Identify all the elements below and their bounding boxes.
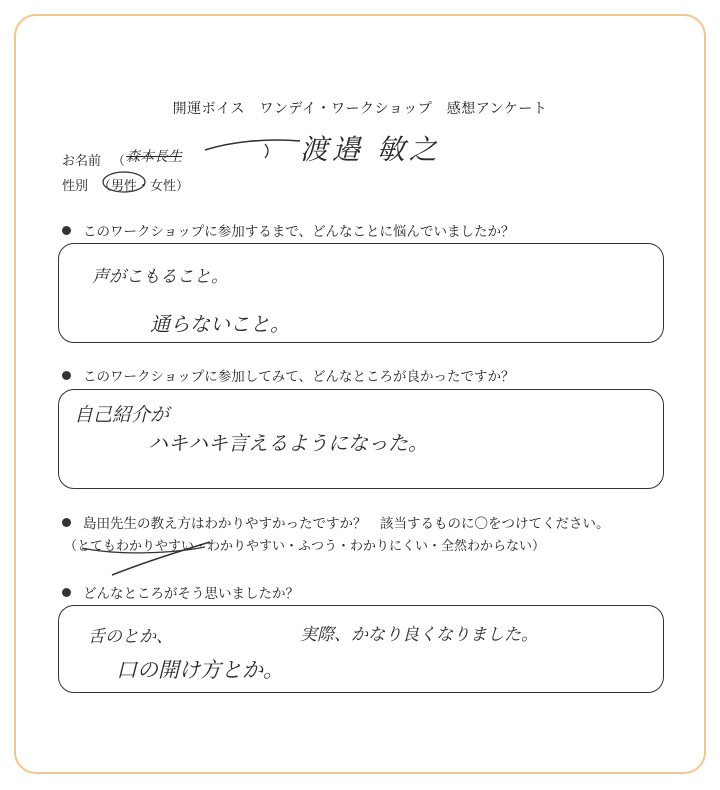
answer-1-line-1: 声がこもること。 [92, 267, 228, 287]
name-label: お名前 [62, 154, 102, 169]
handwritten-name: 渡邉 敏之 [300, 133, 441, 166]
answer-2-line-1: 自己紹介が [74, 404, 170, 426]
rating-selection-underline [82, 547, 205, 553]
gender-label: 性別 [62, 179, 89, 194]
survey-title: 開運ボイス ワンデイ・ワークショップ 感想アンケート [172, 101, 548, 117]
question-4-text: どんなところがそう思いましたか？ [83, 586, 299, 602]
question-2-text: このワークショップに参加してみて、どんなところが良かったですか？ [83, 369, 515, 385]
name-open-paren: （ [112, 154, 126, 169]
gender-selection-circle [103, 172, 145, 192]
name-close-paren-stroke [265, 144, 268, 158]
answer-1-line-2: 通らないこと。 [150, 312, 290, 336]
answer-2-line-2: ハキハキ言えるようになった。 [148, 431, 428, 455]
question-3-text: 島田先生の教え方はわかりやすかったですか？ 該当するものに〇をつけてください。 [83, 516, 610, 532]
gender-options: （男性・女性） [98, 179, 190, 194]
answer-4-line-1: 舌のとか、 [88, 627, 173, 647]
answer-4-line-2: 口の開け方とか。 [116, 658, 284, 682]
rating-options: （とてもわかりやすい・わかりやすい・ふつう・わかりにくい・全然わからない） [64, 539, 546, 554]
rating-selection-stroke [112, 542, 210, 575]
answer-4-line-3: 実際、かなり良くなりました。 [300, 625, 538, 645]
name-dash-stroke [205, 140, 300, 150]
question-1-text: このワークショップに参加するまで、どんなことに悩んでいましたか？ [83, 224, 515, 240]
crossed-out-name: 森本長生 [126, 149, 182, 165]
